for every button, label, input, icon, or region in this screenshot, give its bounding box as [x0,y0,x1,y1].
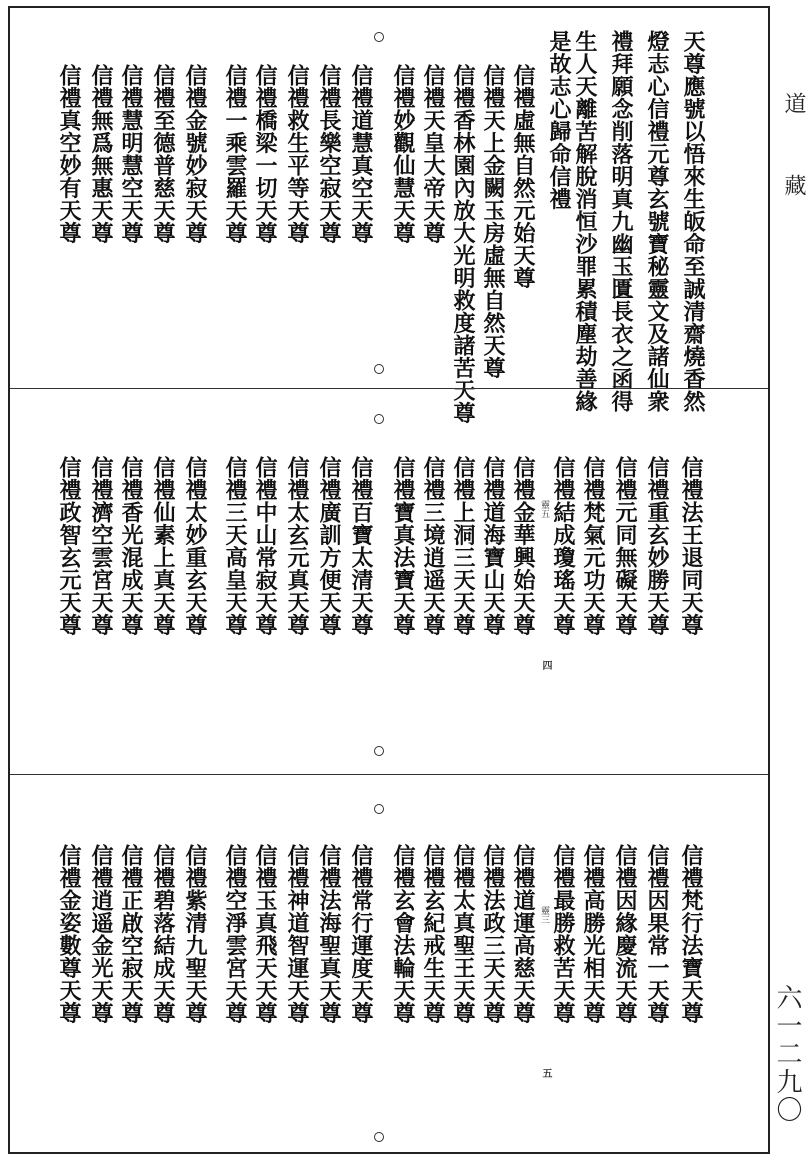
text-column: 信禮紫清九聖天尊 [182,844,208,1024]
text-column: 信禮虛無自然元始天尊 [510,64,536,289]
text-column: 信禮一乘雲羅天尊 [222,64,248,244]
panel-middle [10,390,768,774]
text-column: 信禮百寶太清天尊 [348,456,374,636]
text-column: 信禮太玄元真天尊 [284,456,310,636]
text-column: 信禮香林園內放大光明救度諸苦天尊 [450,64,476,424]
text-column: 信禮玄會法輪天尊 [390,844,416,1024]
text-column: 信禮因果常一天尊 [644,844,670,1024]
text-column: 信禮太真聖王天尊 [450,844,476,1024]
text-column: 信禮金華興始天尊 [510,456,536,636]
side-title: 道藏 [781,92,806,256]
text-column: 信禮金號妙寂天尊 [182,64,208,244]
text-column: 信禮空淨雲宮天尊 [222,844,248,1024]
binding-circle-icon [374,1132,384,1142]
panel-divider [10,774,768,775]
text-column: 信禮金姿數尊天尊 [56,844,82,1024]
text-column: 信禮玉真飛天天尊 [252,844,278,1024]
panel-bottom [10,776,768,1154]
text-column: 信禮逍遥金光天尊 [88,844,114,1024]
text-column: 信禮結成瓊瑤天尊 [550,456,576,636]
text-column: 信禮道海寶山天尊 [480,456,506,636]
text-column: 信禮最勝救苦天尊 [550,844,576,1024]
text-column: 信禮妙觀仙慧天尊 [390,64,416,244]
text-column: 信禮法政三天天尊 [480,844,506,1024]
text-column: 信禮因緣慶流天尊 [612,844,638,1024]
page-frame [8,6,770,1154]
panel-top [10,8,768,424]
margin-note: 靈五 [539,500,549,518]
text-column: 信禮三境逍遥天尊 [420,456,446,636]
text-column: 信禮碧落結成天尊 [150,844,176,1024]
text-column: 信禮廣訓方便天尊 [316,456,342,636]
text-column: 信禮正啟空寂天尊 [118,844,144,1024]
text-column: 信禮仙素上真天尊 [150,456,176,636]
binding-circle-icon [374,364,384,374]
text-column: 信禮至德普慈天尊 [150,64,176,244]
binding-circle-icon [374,32,384,42]
text-column: 信禮神道智運天尊 [284,844,310,1024]
text-column: 信禮橋梁一切天尊 [252,64,278,244]
binding-circle-icon [374,746,384,756]
text-column: 信禮天皇大帝天尊 [420,64,446,244]
text-column: 生人天離苦解脫消恒沙罪累積塵劫善緣 [572,30,598,413]
text-column: 天尊應號以悟來生皈命至誠清齋燒香然 [680,30,706,413]
text-column: 信禮梵氣元功天尊 [580,456,606,636]
margin-note: 四 [540,660,551,670]
text-column: 信禮高勝光相天尊 [580,844,606,1024]
text-column: 信禮法海聖真天尊 [316,844,342,1024]
text-column: 信禮寶真法寶天尊 [390,456,416,636]
text-column: 信禮太妙重玄天尊 [182,456,208,636]
text-column: 禮拜願念削落明真九幽玉匱長衣之函得 [608,30,634,413]
margin-note: 靈三 [539,906,549,924]
text-column: 信禮元同無礙天尊 [612,456,638,636]
text-column: 信禮慧明慧空天尊 [118,64,144,244]
text-column: 信禮道運高慈天尊 [510,844,536,1024]
text-column: 信禮香光混成天尊 [118,456,144,636]
text-column: 信禮救生平等天尊 [284,64,310,244]
text-column: 燈志心信禮元尊玄號寶秘靈文及諸仙衆 [644,30,670,413]
binding-circle-icon [374,414,384,424]
text-column: 是故志心歸命信禮 [546,30,572,210]
text-column: 信禮長樂空寂天尊 [316,64,342,244]
text-column: 信禮道慧真空天尊 [348,64,374,244]
text-column: 信禮玄紀戒生天尊 [420,844,446,1024]
text-column: 信禮濟空雲宮天尊 [88,456,114,636]
text-column: 信禮無爲無惠天尊 [88,64,114,244]
text-column: 信禮中山常寂天尊 [252,456,278,636]
page-number: 六一二九〇 [772,984,802,1124]
text-column: 信禮法王退同天尊 [678,456,704,636]
text-column: 信禮政智玄元天尊 [56,456,82,636]
margin-note: 五 [540,1068,551,1078]
text-column: 信禮常行運度天尊 [348,844,374,1024]
text-column: 信禮梵行法寶天尊 [678,844,704,1024]
text-column: 信禮三天高皇天尊 [222,456,248,636]
panel-divider [10,388,768,389]
text-column: 信禮上洞三天天尊 [450,456,476,636]
text-column: 信禮重玄妙勝天尊 [644,456,670,636]
text-column: 信禮真空妙有天尊 [56,64,82,244]
text-column: 信禮天上金闕玉房虛無自然天尊 [480,64,506,379]
binding-circle-icon [374,804,384,814]
